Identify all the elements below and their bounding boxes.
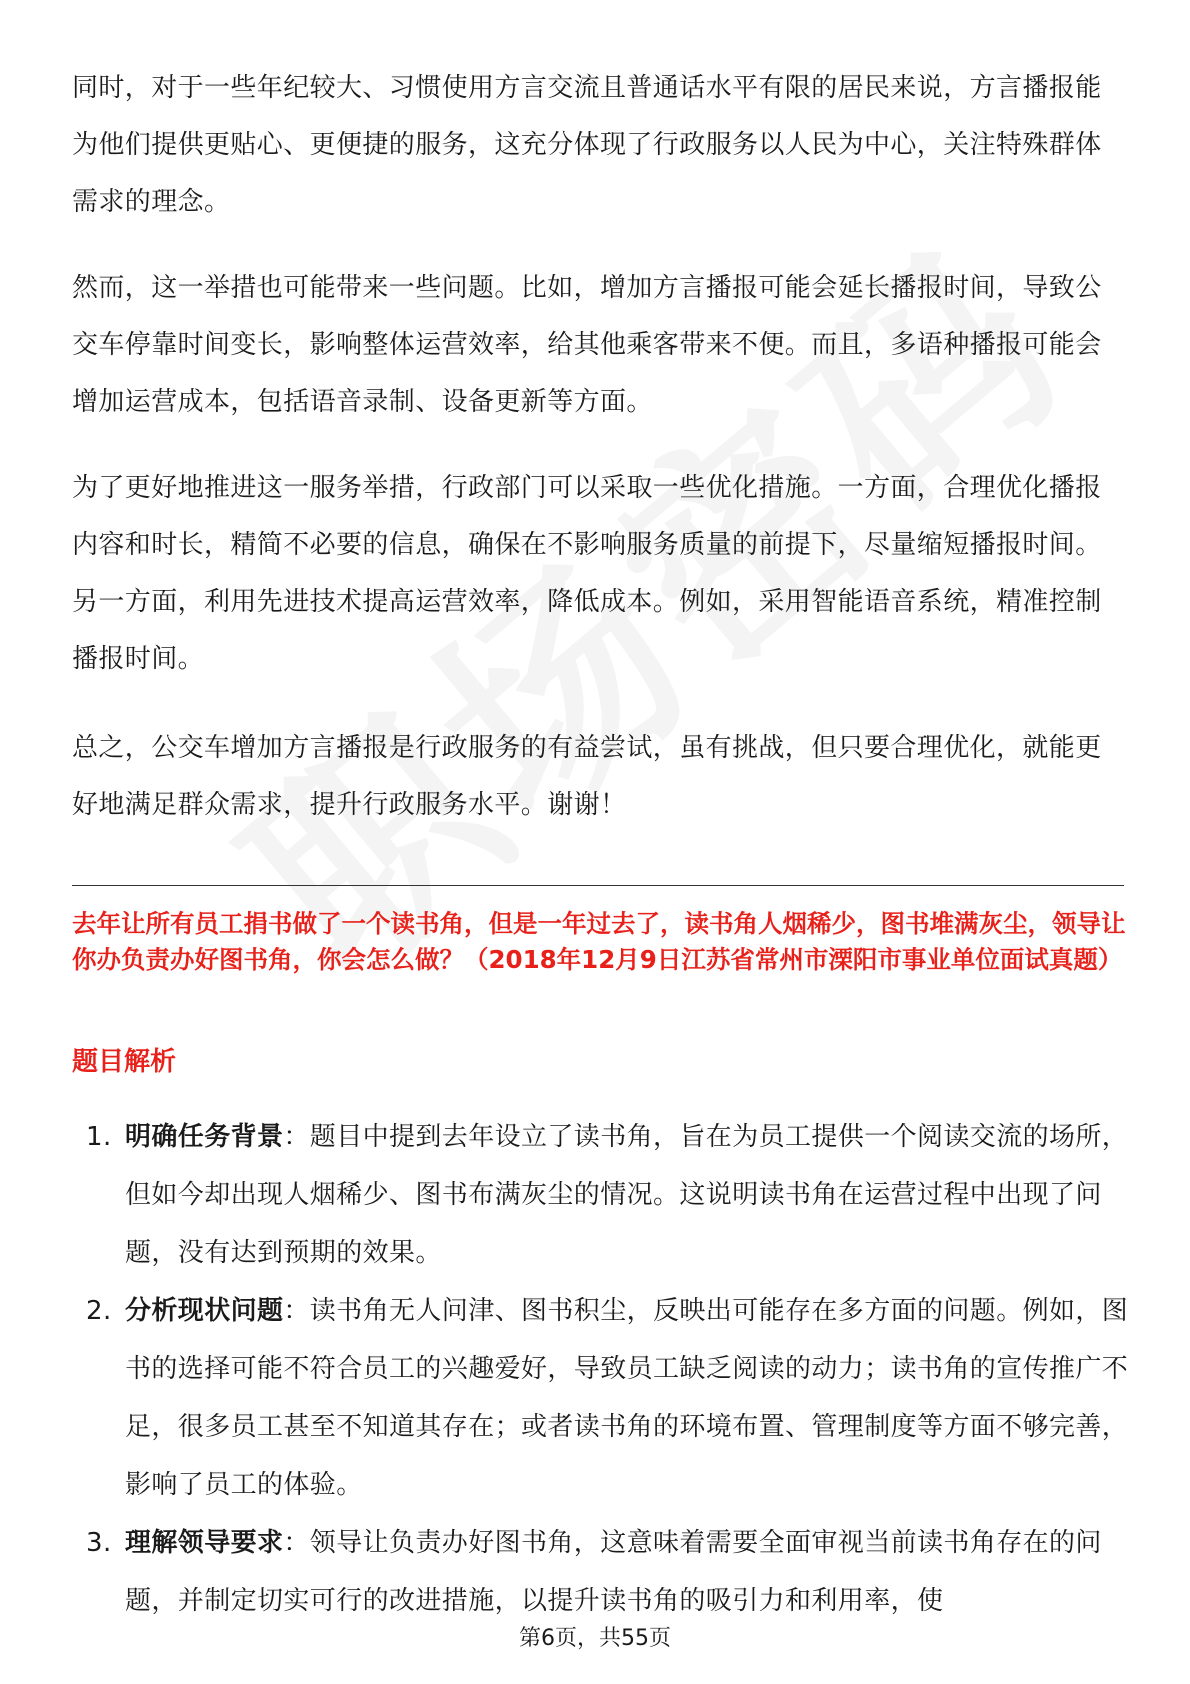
- list-item-text: ：题目中提到去年设立了读书角，旨在为员工提供一个阅读交流的场所，但如今却出现人烟稀少、图书布满灰尘的情况。这说明读书角在运营过程中出现了问题，没有达到预期的效果。: [125, 1122, 1129, 1268]
- list-item: [72, 1108, 1132, 1282]
- list-item: [72, 1282, 1132, 1514]
- list-number: 1.: [86, 1122, 112, 1152]
- body-paragraph: 同时，对于一些年纪较大、习惯使用方言交流且普通话水平有限的居民来说，方言播报能为他们提供更贴心、更便捷的服务，这充分体现了行政服务以人民为中心，关注特殊群体需求的理念。: [72, 73, 1102, 217]
- list-item: [72, 1514, 1132, 1630]
- body-paragraph: 为了更好地推进这一服务举措，行政部门可以采取一些优化措施。一方面，合理优化播报内容和时长，精简不必要的信息，确保在不影响服务质量的前提下，尽量缩短播报时间。另一方面，利用先进技术提高运营效率，降低成本。例如，采用智能语音系统，精准控制播报时间。: [72, 473, 1102, 674]
- question-heading: 去年让所有员工捐书做了一个读书角，但是一年过去了，读书角人烟稀少，图书堆满灰尘，领导让你办负责办好图书角，你会怎么做？（2018年12月9日江苏省常州市溧阳市事业单位面试真题）: [72, 909, 1126, 974]
- list-number: 3.: [86, 1528, 112, 1558]
- list-number: 2.: [86, 1296, 112, 1326]
- list-item-heading: 分析现状问题: [125, 1296, 284, 1326]
- list-item-heading: 明确任务背景: [125, 1122, 284, 1152]
- list-item-text: ：领导让负责办好图书角，这意味着需要全面审视当前读书角存在的问题，并制定切实可行的改进措施，以提升读书角的吸引力和利用率，使: [125, 1528, 1102, 1616]
- body-paragraph: 总之，公交车增加方言播报是行政服务的有益尝试，虽有挑战，但只要合理优化，就能更好地满足群众需求，提升行政服务水平。谢谢！: [72, 733, 1102, 820]
- analysis-list: [72, 1108, 1132, 1630]
- body-paragraph: 然而，这一举措也可能带来一些问题。比如，增加方言播报可能会延长播报时间，导致公交车停靠时间变长，影响整体运营效率，给其他乘客带来不便。而且，多语种播报可能会增加运营成本，包括语音录制、设备更新等方面。: [72, 273, 1102, 417]
- analysis-title: 题目解析: [72, 1047, 177, 1077]
- section-divider: [72, 885, 1124, 886]
- list-item-text: ：读书角无人问津、图书积尘，反映出可能存在多方面的问题。例如，图书的选择可能不符合员工的兴趣爱好，导致员工缺乏阅读的动力；读书角的宣传推广不足，很多员工甚至不知道其存在；或者读书角的环境布置、管理制度等方面不够完善，影响了员工的体验。: [125, 1296, 1129, 1500]
- page-number: 第6页，共55页: [519, 1626, 671, 1651]
- list-item-heading: 理解领导要求: [125, 1528, 284, 1558]
